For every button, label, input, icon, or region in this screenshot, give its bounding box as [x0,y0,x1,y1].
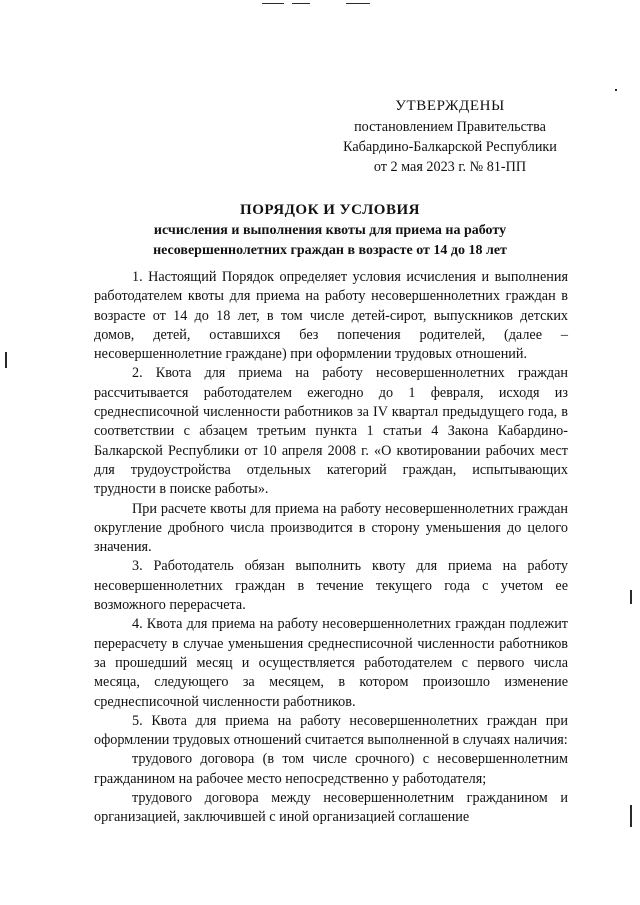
scan-artifact-top [346,3,370,4]
document-title [90,199,570,261]
approval-line: постановлением Правительства [354,119,546,135]
title-main: ПОРЯДОК И УСЛОВИЯ [240,202,420,218]
paragraph: трудового договора между несовершеннолетним гражданином и организацией, заключившей с иной организацией соглашение [94,790,568,826]
approval-heading: УТВЕРЖДЕНЫ [395,98,505,114]
paragraph: 1. Настоящий Порядок определяет условия исчисления и выполнения работодателем квоты для приема на работу несовершеннолетних граждан в возрасте от 14 до 18 лет, в том числе детей-сирот, выпускников детских домов, детей, оставшихся без попечения родителей, (далее – несовершеннолетние граждане) при оформлении трудовых отношений. [94,269,568,363]
paragraph: При расчете квоты для приема на работу несовершеннолетних граждан округление дробного числа производится в сторону уменьшения до целого значения. [94,500,568,556]
approval-line: Кабардино-Балкарской Республики [343,139,557,155]
scan-artifact-top [292,3,310,4]
scan-artifact-right [630,805,632,827]
document-body [94,268,568,828]
paragraph: трудового договора (в том числе срочного) с несовершеннолетним гражданином на рабочее место непосредственно у работодателя; [94,751,568,787]
title-subtitle: исчисления и выполнения квоты для приема на работу [153,223,507,238]
paragraph: 4. Квота для приема на работу несовершеннолетних граждан подлежит перерасчету в случае уменьшения среднесписочной численности работников за прошедший месяц и осуществляется работодателем с первого числа месяца, следующего за месяцем, в котором произошло изменение среднесписочной численности работников. [94,616,568,710]
scan-artifact-right [630,590,632,604]
paragraph: 3. Работодатель обязан выполнить квоту для приема на работу несовершеннолетних граждан в течение текущего года с учетом ее возможного перерасчета. [94,558,568,614]
approval-date: от 2 мая 2023 г. № 81-ПП [373,159,527,175]
scan-artifact-top [262,3,284,4]
approval-block [330,96,570,177]
paragraph: 5. Квота для приема на работу несовершеннолетних граждан при оформлении трудовых отношений считается выполненной в случаях наличия: [94,712,568,749]
scan-artifact-right [615,89,617,91]
title-subtitle: несовершеннолетних граждан в возрасте от 14 до 18 лет [153,243,507,258]
scan-artifact-left [5,352,7,368]
paragraph: 2. Квота для приема на работу несовершеннолетних граждан рассчитывается работодателем ежегодно до 1 февраля, исходя из среднесписочной численности работников за IV квартал предыдущего года, в соответствии с абзацем третьим пункта 1 статьи 4 Закона Кабардино-Балкарской Республики от 10 апреля 2008 г. «О квотировании рабочих мест для трудоустройства отдельных категорий граждан, испытывающих трудности в поиске работы». [94,365,568,498]
